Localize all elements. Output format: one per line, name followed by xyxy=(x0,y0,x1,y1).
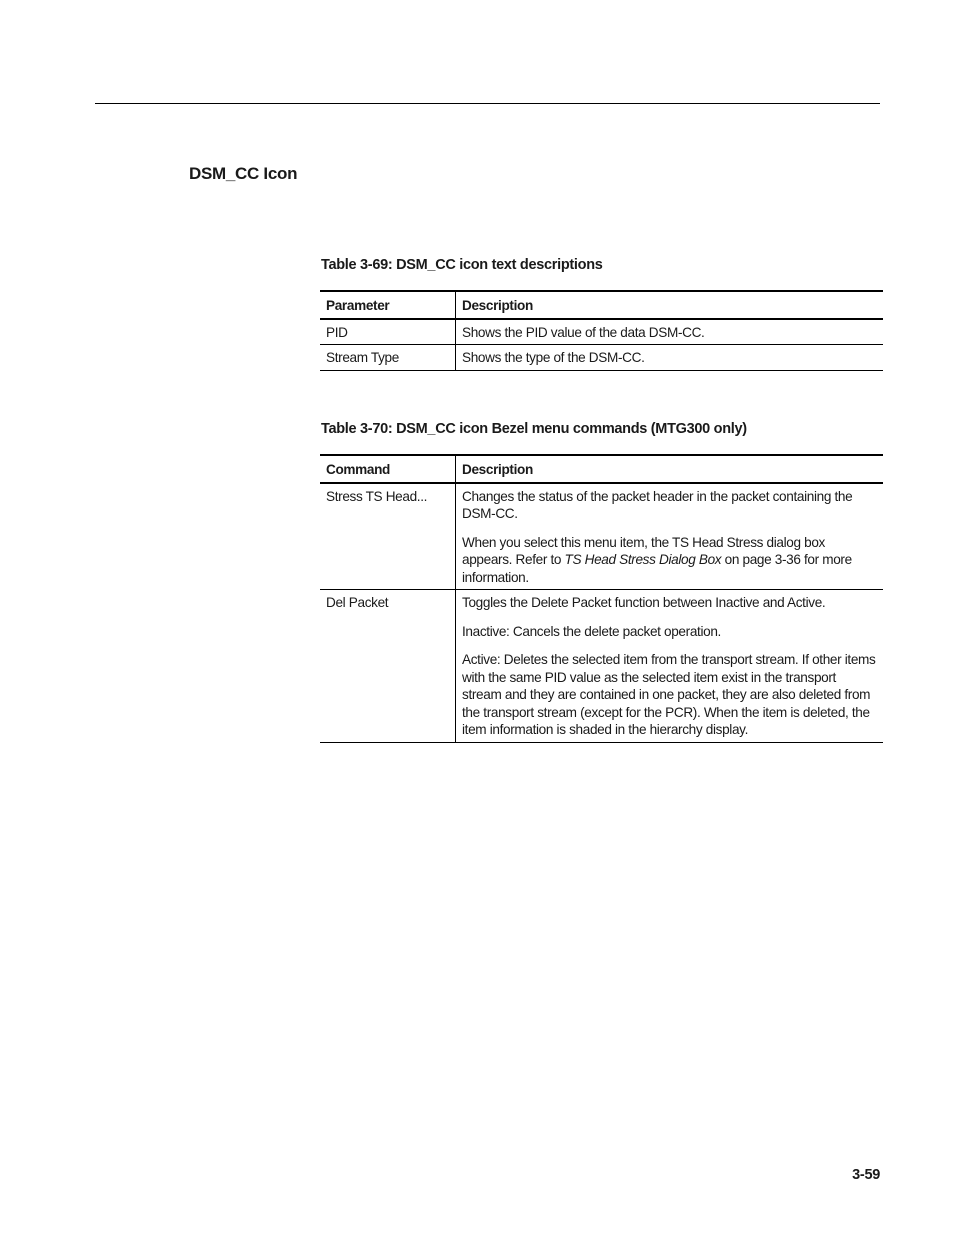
section-heading: DSM_CC Icon xyxy=(189,164,298,183)
description-paragraph: Inactive: Cancels the delete packet operation. xyxy=(462,623,721,639)
table-header-row xyxy=(320,455,883,483)
description-text: When you select this menu item, the TS Head Stress dialog box appears. Refer to xyxy=(462,534,825,567)
table-row xyxy=(320,483,883,590)
bezel-commands-table xyxy=(320,454,883,743)
text-descriptions-table xyxy=(320,290,883,371)
description-cell xyxy=(456,590,884,743)
cross-reference: TS Head Stress Dialog Box xyxy=(564,552,722,567)
command-cell: Del Packet xyxy=(320,590,456,743)
description-paragraph xyxy=(462,534,877,587)
command-cell: Stress TS Head... xyxy=(320,483,456,590)
table-row xyxy=(320,345,883,371)
column-header-parameter: Parameter xyxy=(320,291,456,319)
description-text: on page 3-36 for more information. xyxy=(462,552,852,585)
column-header-command: Command xyxy=(320,455,456,483)
table-row xyxy=(320,590,883,743)
column-header-description: Description xyxy=(456,291,884,319)
parameter-cell: PID xyxy=(320,319,456,345)
description-cell: Shows the PID value of the data DSM-CC. xyxy=(456,319,884,345)
header-rule xyxy=(95,103,880,104)
column-header-description: Description xyxy=(456,455,884,483)
table-caption-3-70: Table 3-70: DSM_CC icon Bezel menu commands (MTG300 only) xyxy=(321,421,747,437)
description-cell xyxy=(456,483,884,590)
table-row xyxy=(320,319,883,345)
description-paragraph: Toggles the Delete Packet function between Inactive and Active. xyxy=(462,595,826,610)
parameter-cell: Stream Type xyxy=(320,345,456,371)
description-paragraph: Changes the status of the packet header in the packet containing the DSM-CC. xyxy=(462,488,853,521)
description-cell: Shows the type of the DSM-CC. xyxy=(456,345,884,371)
page-number: 3-59 xyxy=(852,1167,880,1183)
table-header-row xyxy=(320,291,883,319)
description-paragraph: Active: Deletes the selected item from the transport stream. If other items with the same PID value as the selected item exist in the transport stream and they are contained in one packet, they are also deleted from the transport stream (except for the PCR). When the item is deleted, the item information is shaded in the hierarchy display. xyxy=(462,652,876,737)
table-caption-3-69: Table 3-69: DSM_CC icon text descriptions xyxy=(321,257,603,273)
